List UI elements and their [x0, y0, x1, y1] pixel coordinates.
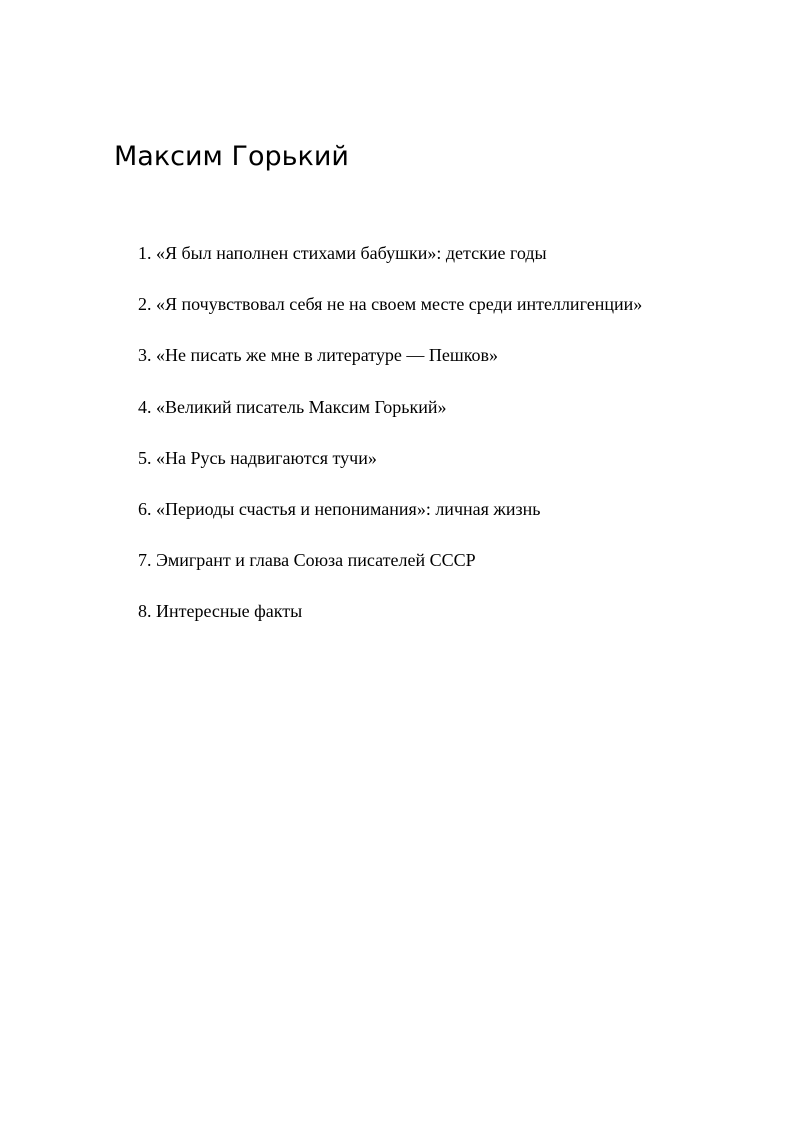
toc-item — [138, 597, 642, 648]
toc-item-text: «Великий писатель Максим Горький» — [156, 396, 447, 417]
toc-item — [138, 239, 642, 290]
toc-item — [138, 495, 642, 546]
toc-item — [138, 393, 642, 444]
toc-item-number: 6. — [138, 498, 152, 519]
toc-item — [138, 546, 642, 597]
page-title: Максим Горький — [114, 141, 349, 172]
toc-item-text: «Периоды счастья и непонимания»: личная жизнь — [156, 498, 541, 519]
toc-item-text: Эмигрант и глава Союза писателей СССР — [156, 550, 476, 571]
toc-item-number: 7. — [138, 550, 152, 571]
toc-item-number: 5. — [138, 447, 152, 468]
toc-item-text: «Не писать же мне в литературе — Пешков» — [156, 345, 499, 366]
toc-item-text: «Я почувствовал себя не на своем месте среди интеллигенции» — [156, 294, 643, 315]
toc-item-number: 3. — [138, 345, 152, 366]
toc-item-number: 8. — [138, 601, 152, 622]
toc-item-number: 2. — [138, 294, 152, 315]
toc-item — [138, 290, 642, 341]
table-of-contents — [138, 239, 642, 649]
toc-item-text: «Я был наполнен стихами бабушки»: детские годы — [156, 243, 547, 263]
toc-item — [138, 341, 642, 392]
toc-item-number: 1. — [138, 243, 152, 263]
toc-item-number: 4. — [138, 396, 152, 417]
toc-item-text: Интересные факты — [156, 601, 303, 622]
toc-item-text: «На Русь надвигаются тучи» — [156, 447, 377, 468]
toc-item — [138, 444, 642, 495]
